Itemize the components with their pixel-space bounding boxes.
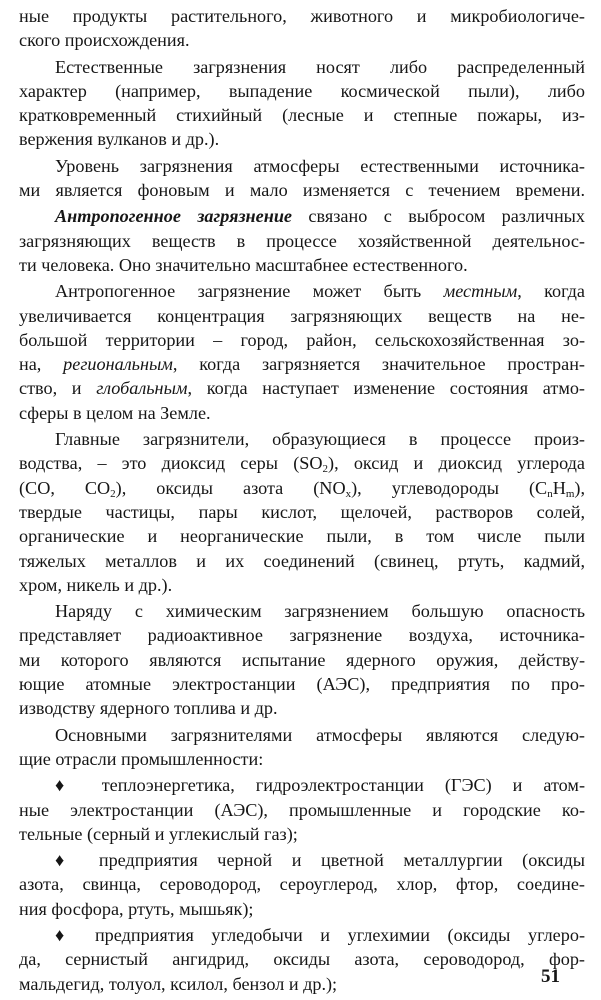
text-line: ского происхождения. bbox=[19, 30, 190, 51]
text-line: сферы в целом на Земле. bbox=[19, 402, 211, 423]
text-line: на, региональным, когда загрязняется значительное простран- bbox=[19, 354, 585, 375]
text-line: (CO, $CO_2$), оксиды азота $(NO_x)$, углеводороды $(C_nH_m)$, bbox=[19, 477, 585, 500]
text-line: ство, и глобальным, когда наступает изменение состояния атмо- bbox=[19, 378, 585, 399]
text-line: тяжелых металлов и их соединений (свинец, ртуть, кадмий, bbox=[19, 550, 585, 571]
text-line: большой территории – город, район, сельскохозяйственная зо- bbox=[19, 329, 585, 350]
page-text bbox=[19, 4, 585, 996]
text-line: Антропогенное загрязнение может быть местным, когда bbox=[55, 281, 585, 302]
text-line: ти человека. Оно значительно масштабнее естественного. bbox=[19, 254, 468, 275]
text-line: вержения вулканов и др.). bbox=[19, 129, 220, 150]
text-line: характер (например, выпадение космической пыли), либо bbox=[19, 80, 585, 101]
text-line: ния фосфора, ртуть, мышьяк); bbox=[19, 898, 254, 919]
text-line: загрязняющих веществ в процессе хозяйственной деятельнос- bbox=[19, 230, 585, 251]
list-item: ♦ предприятия угледобычи и углехимии (оксиды углеро- bbox=[55, 924, 585, 945]
text-line: твердые частицы, пары кислот, щелочей, растворов солей, bbox=[19, 501, 585, 522]
text-line: Наряду с химическим загрязнением большую опасность bbox=[55, 601, 585, 622]
term-anthropogenic-pollution: Антропогенное загрязнение bbox=[55, 206, 293, 227]
text-line: азота, свинца, сероводород, сероуглерод, хлор, фтор, соедине- bbox=[19, 874, 585, 895]
text-line: ные продукты растительного, животного и микробиологиче- bbox=[19, 6, 585, 26]
text-line: органические и неорганические пыли, в том числе пыли bbox=[19, 526, 585, 547]
text-line: изводству ядерного топлива и др. bbox=[19, 698, 278, 719]
list-item: ♦ предприятия черной и цветной металлургии (оксиды bbox=[55, 850, 585, 871]
text-line: Уровень загрязнения атмосферы естественными источника- bbox=[55, 155, 585, 176]
text-line: ми которого являются испытание ядерного оружия, действу- bbox=[19, 649, 585, 670]
text-line: ми является фоновым и мало изменяется с течением времени. bbox=[19, 180, 585, 201]
text-line: водства, – это диоксид серы $(SO_2)$, оксид и диоксид углерода bbox=[19, 453, 585, 476]
term-local: местным bbox=[443, 281, 518, 302]
text-line: щие отрасли промышленности: bbox=[19, 748, 264, 769]
text-line: тельные (серный и углекислый газ); bbox=[19, 823, 298, 844]
term-global: глобальным bbox=[96, 378, 188, 399]
text-line: ющие атомные электростанции (АЭС), предприятия по про- bbox=[19, 674, 585, 695]
list-item: ♦ теплоэнергетика, гидроэлектростанции (ГЭС) и атом- bbox=[55, 775, 585, 796]
text-line: ные электростанции (АЭС), промышленные и городские ко- bbox=[19, 799, 585, 820]
text-line: мальдегид, толуол, ксилол, бензол и др.); bbox=[19, 973, 338, 994]
page-number: 51 bbox=[541, 966, 560, 987]
text-line: Основными загрязнителями атмосферы являются следую- bbox=[55, 724, 585, 745]
term-regional: региональным bbox=[63, 354, 173, 375]
text-line: Главные загрязнители, образующиеся в процессе произ- bbox=[55, 429, 585, 450]
text-line: кратковременный стихийный (лесные и степные пожары, из- bbox=[19, 105, 585, 126]
text-line: хром, никель и др.). bbox=[19, 574, 173, 595]
text-line: Антропогенное загрязнение связано с выбросом различных bbox=[55, 206, 585, 227]
text-line: представляет радиоактивное загрязнение воздуха, источника- bbox=[19, 625, 585, 646]
text-line: увеличивается концентрация загрязняющих веществ на не- bbox=[19, 305, 585, 326]
text-line: Естественные загрязнения носят либо распределенный bbox=[55, 56, 585, 77]
text-line: да, сернистый ангидрид, оксиды азота, сероводород, фор- bbox=[19, 949, 585, 970]
